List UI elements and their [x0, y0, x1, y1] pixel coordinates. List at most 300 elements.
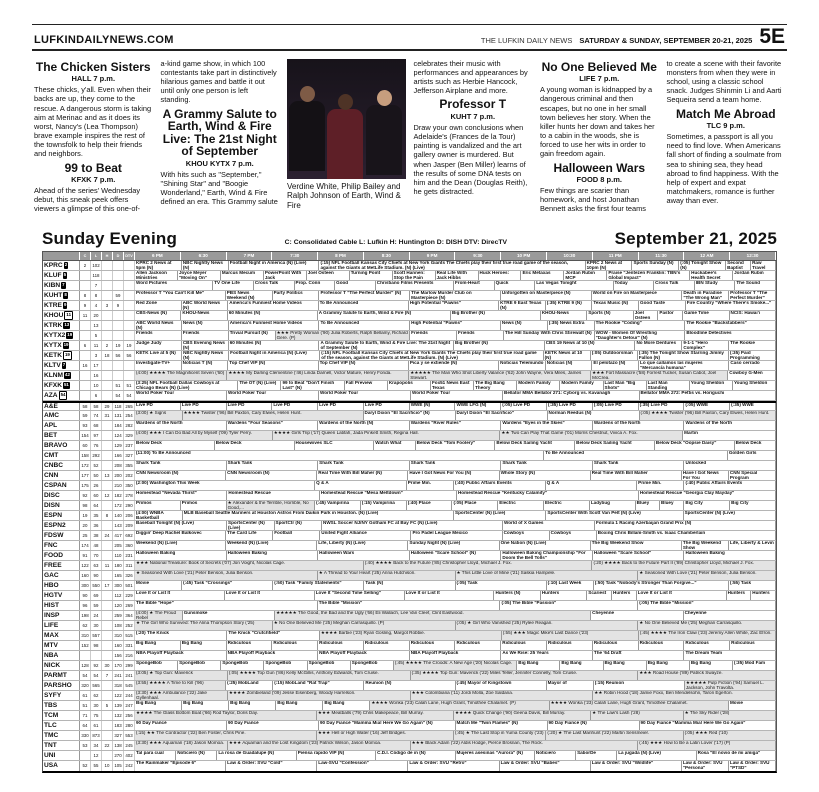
program-cell: MLB Baseball Seattle Mariners at Houston Astros From Daikin Park in Houston. (N) (Live)	[183, 511, 454, 520]
lineup-number: 320	[80, 681, 91, 690]
article-column-3	[287, 59, 406, 223]
program-cell: Homestead Rescue "Kentucky Calamity"	[457, 491, 639, 500]
masthead	[32, 24, 787, 51]
channel-name: CNBC	[44, 461, 64, 469]
program-cell: (11:00) To Be Announced	[135, 451, 544, 460]
channel-row-amc	[43, 411, 776, 421]
channel-name: PARSHO	[44, 681, 72, 689]
lineup-number: 120	[113, 601, 124, 610]
time-header: 6:30	[181, 252, 227, 260]
program-cell: Wardens "Four Seasons"	[227, 421, 319, 430]
lineup-number: 64	[91, 501, 102, 510]
lineup-number: 98	[91, 641, 102, 650]
channel-cell	[43, 311, 80, 320]
program-cell: Sports (N)	[587, 311, 633, 320]
lineup-number	[102, 261, 113, 270]
program-cell: (4:00) ★★★ I Can Do Bad All by Myself ('09) Tyler Perry.	[135, 431, 273, 440]
photo-person	[327, 109, 363, 179]
programs	[135, 411, 776, 420]
lineup-number: 122	[113, 691, 124, 700]
program-cell: Las Vegas Tonight	[535, 281, 613, 290]
lineup-number	[80, 651, 91, 660]
program-cell: Top Chef VIP (N)	[319, 361, 409, 370]
article-title: No One Believed Me	[541, 59, 657, 74]
program-cell: Cowboy G-Men	[728, 371, 776, 380]
program-cell: CBS-News (N)	[135, 311, 181, 320]
lineup-number: 355	[124, 461, 135, 470]
lineup-number: 364	[124, 611, 135, 620]
program-cell: Allen Jackson Ministries	[135, 271, 178, 280]
lineup-number: 97	[91, 431, 102, 440]
lineup-number: 61	[91, 721, 102, 730]
lineup-number: 7	[91, 281, 102, 290]
lineup-number: 54	[80, 671, 91, 680]
lineup-number	[102, 501, 113, 510]
lineup-number: 143	[113, 521, 124, 530]
lineup-number: 16	[91, 371, 102, 380]
lineup-number: 216	[124, 651, 135, 660]
channel-row-apl	[43, 421, 776, 431]
program-cell: (:20) The Knick	[135, 631, 227, 640]
programs	[135, 721, 776, 730]
program-cell: (:05) ★★★ Red ('10)	[684, 731, 776, 740]
lineup-number: 550	[91, 581, 102, 590]
program-cell: ABC World News (N)	[135, 321, 182, 330]
program-cell: Live PD	[135, 403, 181, 410]
program-cell: Marcus Mecum	[221, 271, 264, 280]
program-cell: The Card Life	[226, 531, 273, 540]
program-cell: Big Bang	[229, 701, 276, 710]
lineup-number	[102, 621, 113, 630]
lineup-number: 52	[91, 461, 102, 470]
lineup-number: 237	[124, 441, 135, 450]
program-cell: CNN Special Program	[729, 471, 776, 480]
channel-cell	[43, 441, 80, 450]
program-cell: One Nation (N) (Live)	[500, 541, 591, 550]
program-cell: (:05) Task	[456, 581, 547, 590]
channel-name: KLTV	[44, 361, 61, 369]
program-cell: WWE (N)	[410, 403, 456, 410]
lineup-number: 329	[124, 431, 135, 440]
programs	[135, 641, 776, 650]
channel-name: KTRE	[44, 301, 62, 309]
program-cell: Ridiculous	[730, 641, 776, 650]
program-cell: (:05) ★★★★ Twister ('96) Bill Paxton, Cary Elwes, Helen Hunt.	[640, 411, 777, 420]
lineup-number: 91	[80, 551, 91, 560]
lineup-number	[113, 331, 124, 340]
lineup-number	[102, 481, 113, 490]
program-cell: ★★★ Meatballs ('79) Chris Makepeace, Bill Murray.	[317, 711, 454, 720]
programs	[135, 521, 776, 530]
program-cell: America's Funniest Home Videos	[228, 301, 318, 310]
lineup-number: 156	[113, 651, 124, 660]
program-cell: Wardens of the North (N)	[318, 421, 410, 430]
lineup-number	[80, 391, 91, 400]
time-header: 12 AM	[684, 252, 730, 260]
program-cell: (3:00) ★ Signs	[135, 411, 183, 420]
channel-name: NBA	[44, 651, 59, 659]
lineup-number	[113, 311, 124, 320]
lineup-number	[102, 331, 113, 340]
program-cell: KTRE 9 East Texas (N)	[499, 301, 546, 310]
program-cell: Love It or List It	[225, 591, 315, 600]
lineup-number: 417	[113, 531, 124, 540]
lineup-number: 331	[124, 641, 135, 650]
time-headers	[135, 252, 776, 260]
lineup-number: 269	[124, 601, 135, 610]
channel-name: GAC	[44, 571, 59, 579]
program-cell: Love It "Second Time Selling"	[315, 591, 405, 600]
channel-row-klnm	[43, 371, 776, 381]
program-cell: ABC World News (N)	[182, 301, 229, 310]
lineup-number: 170	[113, 661, 124, 670]
program-cell: The Rainmaker "Episode 6"	[135, 761, 226, 771]
channel-row-tbs	[43, 701, 776, 711]
program-cell: KPRC 2 News at 5pm (N)	[135, 261, 182, 270]
channel-cell	[43, 731, 80, 740]
lineup-column-header: DTV	[124, 252, 135, 260]
masthead-right	[480, 25, 785, 48]
program-cell: Death in Paradise "The Wrong Man"	[682, 291, 729, 300]
program-cell: Baseball Tonight (N) (Live)	[135, 521, 227, 530]
lineup-number: 12	[91, 751, 102, 760]
program-cell: (3:05) ★ Top Gun: Maverick	[135, 671, 228, 680]
program-cell: The Rookie "Coding"	[595, 321, 686, 330]
program-cell: PowerPoint With Jack	[264, 271, 307, 280]
program-cell: Gunsmoke	[183, 611, 275, 620]
channel-cell	[43, 291, 80, 300]
lineup-number: 8	[91, 291, 102, 300]
program-cell: (:45) ★ The Last Stop in Yuma County ('23)	[454, 731, 546, 740]
lineup-number: 48	[91, 541, 102, 550]
channel-cell	[43, 271, 80, 280]
programs	[135, 731, 776, 740]
program-cell: (:45) Task "Crossings"	[182, 581, 273, 590]
channel-row-ae	[43, 401, 776, 411]
programs	[135, 661, 776, 670]
program-cell: Below Deck	[215, 441, 295, 450]
lineup-number	[102, 441, 113, 450]
channel-name: A&E	[44, 402, 58, 410]
lineup-number: 290	[124, 501, 135, 510]
program-cell: Trivial Pursuit (N)	[229, 331, 276, 340]
program-cell: NBA Playoff Playback	[135, 651, 227, 660]
lineup-number	[102, 751, 113, 760]
program-cell: ★★★ Aquaman and the Lost Kingdom ('23) Patrick Wilson, Jason Momoa.	[228, 741, 411, 750]
program-cell: (:35) Mod Fam	[733, 661, 776, 670]
lineup-number: 8	[80, 291, 91, 300]
channel-name: AZA	[44, 391, 58, 399]
program-cell: (:50) Task "Nobody's Stronger Than Forgive..."	[594, 581, 729, 590]
program-cell: TV One Life	[213, 281, 254, 290]
lineup-number	[102, 631, 113, 640]
program-cell: Primos	[181, 501, 227, 510]
lineup-number: 175	[80, 481, 91, 490]
lineup-number: 17	[102, 581, 113, 590]
program-cell: ★★ Two Can Play That Game ('01) Morris Chestnut, Vivica A. Fox.	[500, 431, 683, 440]
programs	[135, 331, 776, 340]
channel-row-cspan	[43, 481, 776, 491]
program-cell: Praise "Jentezen Franklin: TBN's Global Impact"	[607, 271, 690, 280]
program-cell: (:35) ★★★★ Top Gun: Maverick ('22) Miles Teller, Jennifer Connelly, Tom Cruise.	[411, 671, 639, 680]
lineup-number: 71	[80, 711, 91, 720]
program-cell: (:40) Place	[407, 501, 453, 510]
lineup-number: 50	[91, 471, 102, 480]
program-cell: (:15) MobLand "Rat Trap"	[273, 681, 364, 690]
program-cell: Big Brother (N)	[451, 311, 541, 320]
program-cell: Wardens "Eyes in the Skies"	[501, 421, 593, 430]
program-cell: PBS News Weekend (N)	[226, 291, 273, 300]
lineup-number: 51	[113, 381, 124, 390]
program-cell: (:05) Tonight Show (N)	[679, 261, 726, 270]
program-cell: Have I Got News For You (N)	[408, 471, 499, 480]
article-body: These chicks, y'all. Even when their backs are up, they come to the rescue. A dangerous storm is taking aim at Merinac and as it does its worst, Nancy's (Lea Thompson) brave example inspires the rest of the townsfolk to help their friends and neighbors.	[34, 85, 152, 159]
program-cell: Fall Preview	[345, 381, 388, 390]
channel-name: TBS	[44, 701, 58, 709]
channel-row-ketk	[43, 351, 776, 361]
channel-cell	[43, 671, 80, 680]
lineup-number: 182	[113, 491, 124, 500]
lineup-number: 241	[124, 671, 135, 680]
program-cell: Modern Family	[517, 381, 560, 390]
lineup-number	[124, 261, 135, 270]
program-cell: (:15) NFL Football Kansas City Chiefs at New York Giants The Chiefs play their first true road game of the season, against the Giants at MetLife Stadium. (N) (Live)	[320, 351, 543, 360]
program-cell: Second Baptist	[726, 261, 751, 270]
program-cell: Hunters	[541, 591, 587, 600]
program-cell: Homestead "Nevada Thirst"	[135, 491, 227, 500]
program-cell: Shark Tank	[501, 461, 593, 470]
program-cell: 60 Minutes (N)	[228, 311, 318, 320]
program-cell: (:55) ★★★ Magic Mike's Last Dance ('23)	[502, 631, 639, 640]
time-header: 12:30	[730, 252, 776, 260]
program-cell: NWSL Soccer NJ/NY Gotham FC at Bay FC (N) (Live)	[322, 521, 503, 530]
program-cell: Quick	[495, 281, 536, 290]
lineup-number: 131	[113, 411, 124, 420]
channel-row-hgtv	[43, 591, 776, 601]
lineup-number	[102, 641, 113, 650]
program-cell: Law-SVU "Confession"	[317, 761, 408, 771]
channel-cell	[43, 541, 80, 550]
program-cell: Football Night in America (N) (Live)	[229, 351, 320, 360]
program-cell: Halloween Baking Championship "For Doom the Bell Tolls"	[501, 551, 593, 560]
lineup-number: 102	[91, 261, 102, 270]
lineup-number: 17	[91, 361, 102, 370]
channel-cell	[43, 571, 80, 580]
article-body: Few things are scarier than homework, and host Jonathan Bennett asks the first four teams	[540, 186, 646, 214]
program-cell: Formula 1 Racing Azerbaijan Grand Prix (N)	[595, 521, 776, 530]
lineup-number: 3	[91, 351, 102, 360]
channel-row-cmt	[43, 451, 776, 461]
channel-cell	[43, 391, 80, 400]
program-cell: Shark Tank	[318, 461, 410, 470]
program-cell: (:10) Last Week	[547, 581, 594, 590]
lineup-number: 280	[124, 721, 135, 730]
program-cell: World Poker Tour	[319, 391, 411, 400]
channel-cell	[43, 471, 80, 480]
program-cell: ★ The Sky Rider ('28)	[684, 711, 776, 720]
program-cell: Big Bang	[560, 661, 603, 670]
lineup-number: 4	[91, 301, 102, 310]
channel-name: KHOU	[44, 311, 64, 319]
programs	[135, 751, 776, 760]
program-cell: Big City	[684, 501, 730, 510]
program-cell: Caso cerrado	[729, 361, 776, 370]
lineup-column-header: C	[80, 252, 91, 260]
program-cell: Big Bang	[323, 701, 370, 710]
lineup-number: 310	[113, 631, 124, 640]
channel-name: DISN	[44, 501, 60, 509]
program-cell: 90 Day Fiancé "Mamma Mia! Here We Go Again" (N)	[319, 721, 456, 730]
program-cell: Unforgotten on Masterpiece (N)	[501, 291, 592, 300]
channel-cell	[43, 511, 80, 520]
program-cell: Unlocked	[684, 461, 776, 470]
program-cell: Pastor	[658, 311, 683, 320]
lineup-number: 61	[80, 691, 91, 700]
program-cell: Hunters	[612, 591, 637, 600]
program-cell: Life, Liberty (N) (Live)	[317, 541, 408, 550]
program-cell: High Potential "Pawns"	[410, 321, 501, 330]
programs	[135, 541, 776, 550]
program-cell: Law & Order: SVU "Cold"	[226, 761, 317, 771]
lineup-number: 200	[113, 471, 124, 480]
lineup-number: 254	[124, 411, 135, 420]
channel-badge: 8	[64, 292, 67, 298]
article-title: A Grammy Salute to Earth, Wind & Fire Live: The 21st Night of September	[162, 106, 277, 159]
program-cell: Movie	[729, 701, 776, 710]
program-cell: (:35) Paid Programming	[729, 351, 776, 360]
lineup-number: 18	[102, 351, 113, 360]
lineup-number: 51	[80, 701, 91, 710]
program-cell: Primos	[135, 501, 181, 510]
lineup-number: 62	[91, 691, 102, 700]
program-cell: Game Time	[683, 311, 729, 320]
time-header: 8:30	[364, 252, 410, 260]
program-cell: SpongeBob	[135, 661, 178, 670]
lineup-number: 24	[91, 611, 102, 620]
grid-title-bar	[42, 229, 777, 249]
channel-badge: 11	[64, 311, 73, 319]
program-cell: Real Time With Bill Maher	[591, 471, 682, 480]
lineup-number: 318	[113, 681, 124, 690]
time-header: 9 PM	[410, 252, 456, 260]
program-cell: The Marlow Murder Club on Masterpiece (N)	[410, 291, 501, 300]
program-cell: Bluey	[660, 501, 684, 510]
channel-row-khou	[43, 311, 776, 321]
channel-cell	[43, 341, 80, 350]
channel-row-life	[43, 621, 776, 631]
program-cell: (:15) ★★ The Contractor ('22) Ben Foster, Chris Pine.	[135, 731, 317, 740]
program-cell: (:20) ★★★★ Back to the Future Part II ('89) Christopher Lloyd, Michael J. Fox.	[592, 561, 776, 570]
lineup-number: 300	[80, 581, 91, 590]
program-cell: (4:00) ★ The Proud Rebel	[135, 611, 183, 620]
program-cell: Law & Order: SVU "Babes"	[500, 761, 591, 771]
program-cell: The Dream Team	[684, 651, 776, 660]
program-cell: Cross Talk	[254, 281, 295, 290]
lineup-number: 244	[124, 691, 135, 700]
program-cell: (:45) ★★★★ The Croods: A New Age ('20) Nicolas Cage.	[394, 661, 517, 670]
lineup-number: 98	[80, 501, 91, 510]
channel-badge: 2	[64, 262, 68, 268]
lineup-number	[124, 331, 135, 340]
program-cell: (:15) Reunion	[594, 681, 685, 690]
lineup-number	[102, 541, 113, 550]
program-cell: Halloween Baking	[135, 551, 227, 560]
program-cell: Halloween "Scare School"	[593, 551, 685, 560]
lineup-number: 52	[80, 761, 91, 771]
channel-cell	[43, 301, 80, 310]
lineup-number: 20	[80, 521, 91, 530]
program-cell: Raw Travel	[751, 261, 776, 270]
program-cell: (3:25) NFL Football Dallas Cowboys at Chicago Bears (N) (Live)	[135, 381, 238, 390]
program-cell: (:05) Outdoorsman	[591, 351, 638, 360]
channel-row-kytx	[43, 341, 776, 351]
programs	[135, 301, 776, 310]
lineup-number: 2	[80, 261, 91, 270]
lineup-number: 242	[124, 761, 135, 771]
program-cell: Krapopolis	[388, 381, 431, 390]
channel-cell	[43, 381, 80, 390]
channel-cell	[43, 721, 80, 730]
lineup-number	[102, 551, 113, 560]
program-cell: (:35) Live PD	[547, 403, 593, 410]
channel-row-kluf	[43, 271, 776, 281]
site-url: LUFKINDAILYNEWS.COM	[34, 33, 174, 46]
lineup-number: 326	[124, 571, 135, 580]
lineup-number: 54	[113, 391, 124, 400]
programs	[135, 671, 776, 680]
program-cell: SportsCenter (N) (Live)	[684, 511, 776, 520]
channel-cell	[43, 451, 80, 460]
program-cell: Have I Got News For You	[682, 471, 729, 480]
program-cell: Love It or List It	[637, 591, 727, 600]
grid-title: Sunday Evening	[42, 228, 178, 248]
program-cell: Ridiculous	[684, 641, 730, 650]
lineup-number: 20	[91, 311, 102, 320]
program-cell: To Be Announced	[544, 451, 728, 460]
lineup-number: 208	[113, 461, 124, 470]
channel-row-fdsw	[43, 531, 776, 541]
paper-name: THE LUFKIN DAILY NEWS	[480, 36, 573, 45]
program-cell: ★ A Thread to Your Heart ('25) Anna Hutchison.	[318, 571, 456, 580]
program-cell: A Grammy Salute to Earth, Wind & Fire Live: The 21st Night of September (N)	[319, 341, 454, 350]
program-cell: (:05) The Bible "Mission"	[638, 601, 776, 610]
channel-cell	[43, 371, 80, 380]
program-cell: Big Bang	[182, 701, 229, 710]
programs	[135, 741, 776, 750]
program-cell: WWE LFG (N)	[455, 403, 501, 410]
programs	[135, 461, 776, 470]
lineup-number: 13	[102, 471, 113, 480]
lineup-number	[102, 311, 113, 320]
program-cell: America's Funniest Home Videos	[229, 321, 320, 330]
programs	[135, 761, 776, 771]
program-cell: Mayor of	[547, 681, 594, 690]
lineup-number: 565	[91, 681, 102, 690]
program-cell: IBN Study	[695, 281, 736, 290]
program-cell: Movie	[135, 581, 182, 590]
article-body: to create a scene with their favorite monsters from when they were in school, using a classic school snack. Judges Shinmin Li and Aarti Sequeira send a team home.	[666, 58, 782, 105]
lineup-number: 241	[113, 671, 124, 680]
channel-name: FDSW	[44, 531, 64, 539]
lineup-number: 19	[113, 341, 124, 350]
program-cell: Live PD	[364, 403, 410, 410]
channel-row-aza	[43, 391, 776, 401]
program-cell: (:35) Live PD	[639, 403, 685, 410]
program-cell: Hunters (N)	[494, 591, 540, 600]
lineup-number: 692	[124, 531, 135, 540]
program-cell: Daryl Dixon "El Sacrificio"	[456, 411, 548, 420]
program-cell: (:05) The Bible "Passion"	[500, 601, 638, 610]
